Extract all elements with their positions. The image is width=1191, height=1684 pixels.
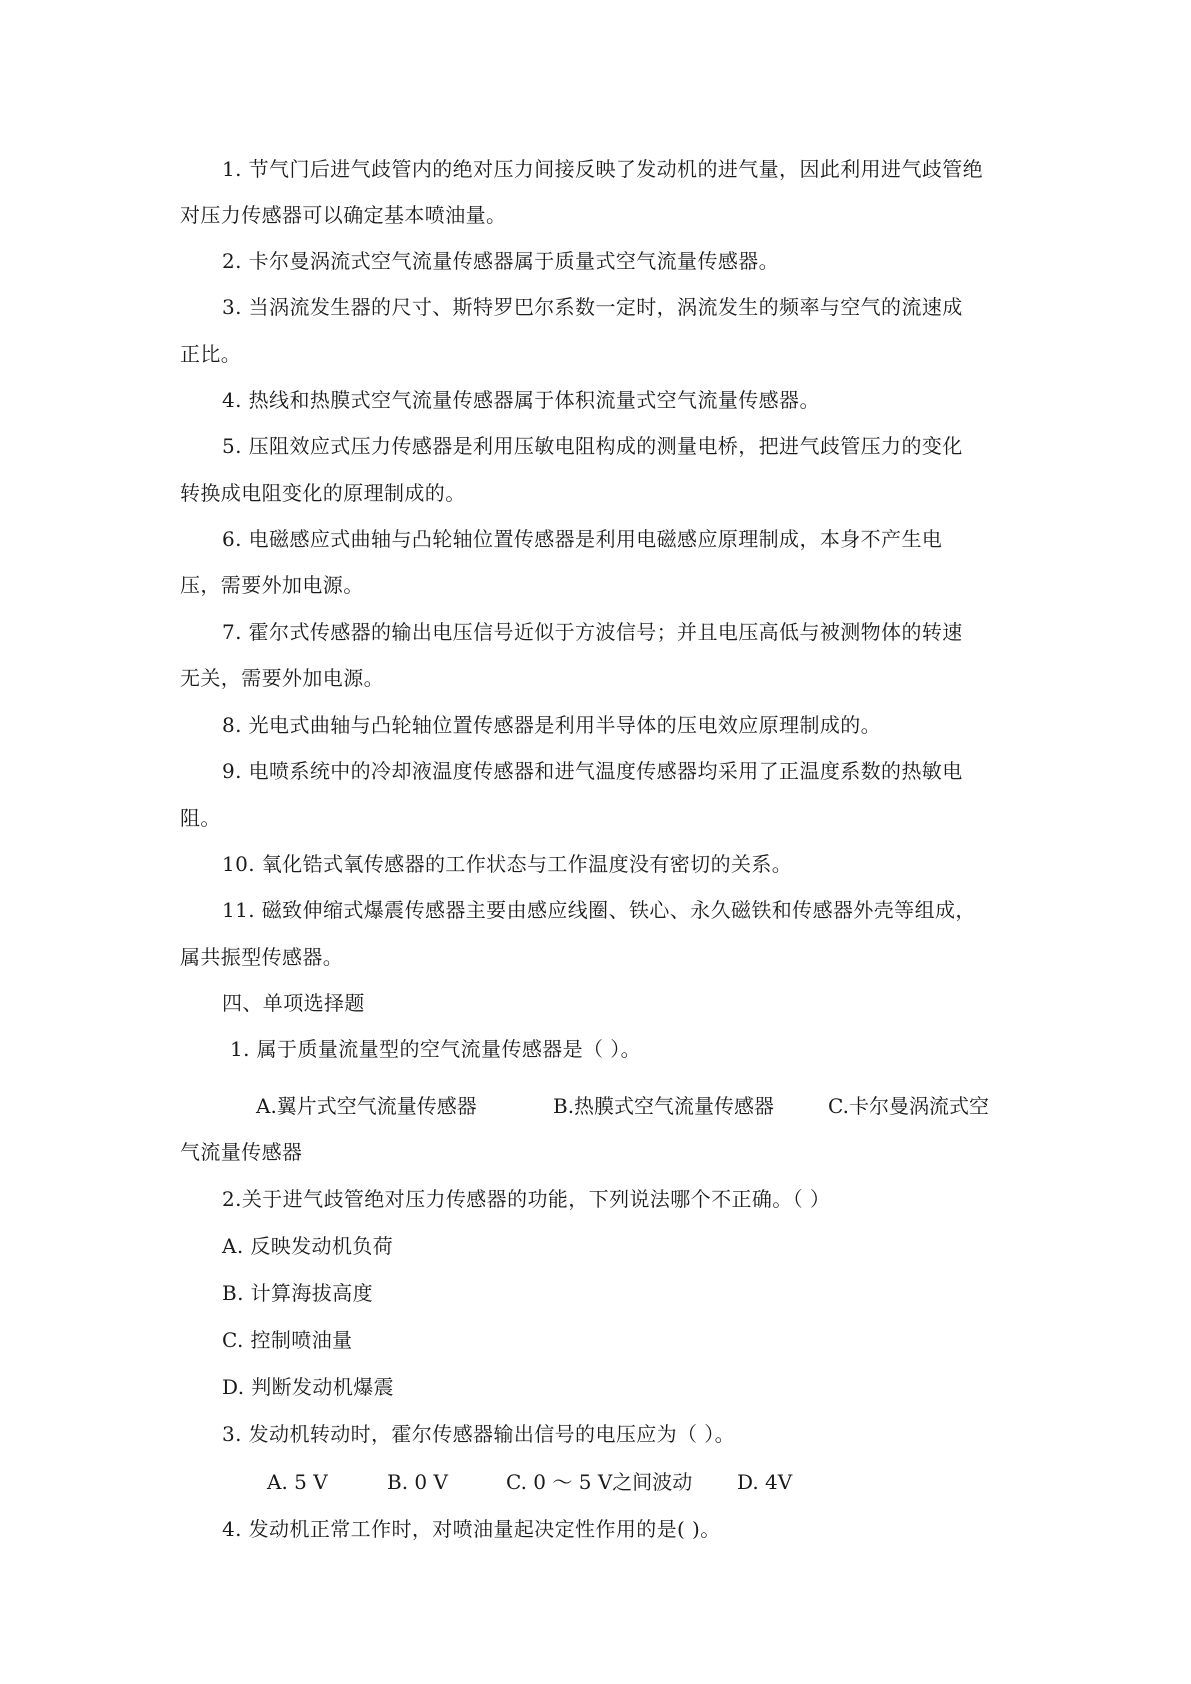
- tf-item-1-line-1: 1. 节气门后进气歧管内的绝对压力间接反映了发动机的进气量，因此利用进气歧管绝: [222, 157, 984, 181]
- q2-option-a: A. 反映发动机负荷: [222, 1234, 394, 1258]
- q3-option-b: B. 0 V: [387, 1470, 448, 1494]
- q2-option-c: C. 控制喷油量: [222, 1328, 353, 1352]
- q3-stem: 3. 发动机转动时，霍尔传感器输出信号的电压应为（ ）。: [222, 1422, 735, 1446]
- q1-option-a: A.翼片式空气流量传感器: [256, 1094, 477, 1118]
- tf-item-3-line-2: 正比。: [180, 342, 242, 366]
- q3-option-d: D. 4V: [737, 1470, 793, 1494]
- tf-item-6-line-1: 6. 电磁感应式曲轴与凸轮轴位置传感器是利用电磁感应原理制成，本身不产生电: [222, 527, 943, 551]
- tf-item-7-line-2: 无关，需要外加电源。: [180, 666, 384, 690]
- q3-option-a: A. 5 V: [267, 1470, 328, 1494]
- q1-option-b: B.热膜式空气流量传感器: [553, 1094, 775, 1118]
- tf-item-8: 8. 光电式曲轴与凸轮轴位置传感器是利用半导体的压电效应原理制成的。: [222, 713, 882, 737]
- tf-item-1-line-2: 对压力传感器可以确定基本喷油量。: [180, 203, 507, 227]
- q4-stem: 4. 发动机正常工作时，对喷油量起决定性作用的是( )。: [222, 1517, 721, 1541]
- tf-item-2: 2. 卡尔曼涡流式空气流量传感器属于质量式空气流量传感器。: [222, 249, 780, 273]
- tf-item-6-line-2: 压，需要外加电源。: [180, 573, 364, 597]
- tf-item-3-line-1: 3. 当涡流发生器的尺寸、斯特罗巴尔系数一定时，涡流发生的频率与空气的流速成: [222, 295, 963, 319]
- tf-item-7-line-1: 7. 霍尔式传感器的输出电压信号近似于方波信号；并且电压高低与被测物体的转速: [222, 620, 963, 644]
- q1-option-c-cont: 气流量传感器: [180, 1140, 303, 1164]
- tf-item-4: 4. 热线和热膜式空气流量传感器属于体积流量式空气流量传感器。: [222, 388, 820, 412]
- tf-item-5-line-2: 转换成电阻变化的原理制成的。: [180, 481, 466, 505]
- q2-option-b: B. 计算海拔高度: [222, 1281, 374, 1305]
- tf-item-10: 10. 氧化锆式氧传感器的工作状态与工作温度没有密切的关系。: [222, 852, 793, 876]
- q1-option-c: C.卡尔曼涡流式空: [828, 1094, 989, 1118]
- tf-item-5-line-1: 5. 压阻效应式压力传感器是利用压敏电阻构成的测量电桥，把进气歧管压力的变化: [222, 434, 963, 458]
- q2-option-d: D. 判断发动机爆震: [222, 1375, 395, 1399]
- q2-stem: 2.关于进气歧管绝对压力传感器的功能，下列说法哪个不正确。（ ）: [222, 1187, 831, 1211]
- tf-item-11-line-1: 11. 磁致伸缩式爆震传感器主要由感应线圈、铁心、永久磁铁和传感器外壳等组成，: [222, 898, 976, 922]
- section-heading: 四、单项选择题: [222, 991, 365, 1015]
- q1-stem: 1. 属于质量流量型的空气流量传感器是（ ）。: [230, 1037, 641, 1061]
- tf-item-11-line-2: 属共振型传感器。: [180, 945, 344, 969]
- q3-option-c: C. 0 ～ 5 V之间波动: [506, 1470, 693, 1494]
- tf-item-9-line-1: 9. 电喷系统中的冷却液温度传感器和进气温度传感器均采用了正温度系数的热敏电: [222, 759, 963, 783]
- tf-item-9-line-2: 阻。: [180, 806, 221, 830]
